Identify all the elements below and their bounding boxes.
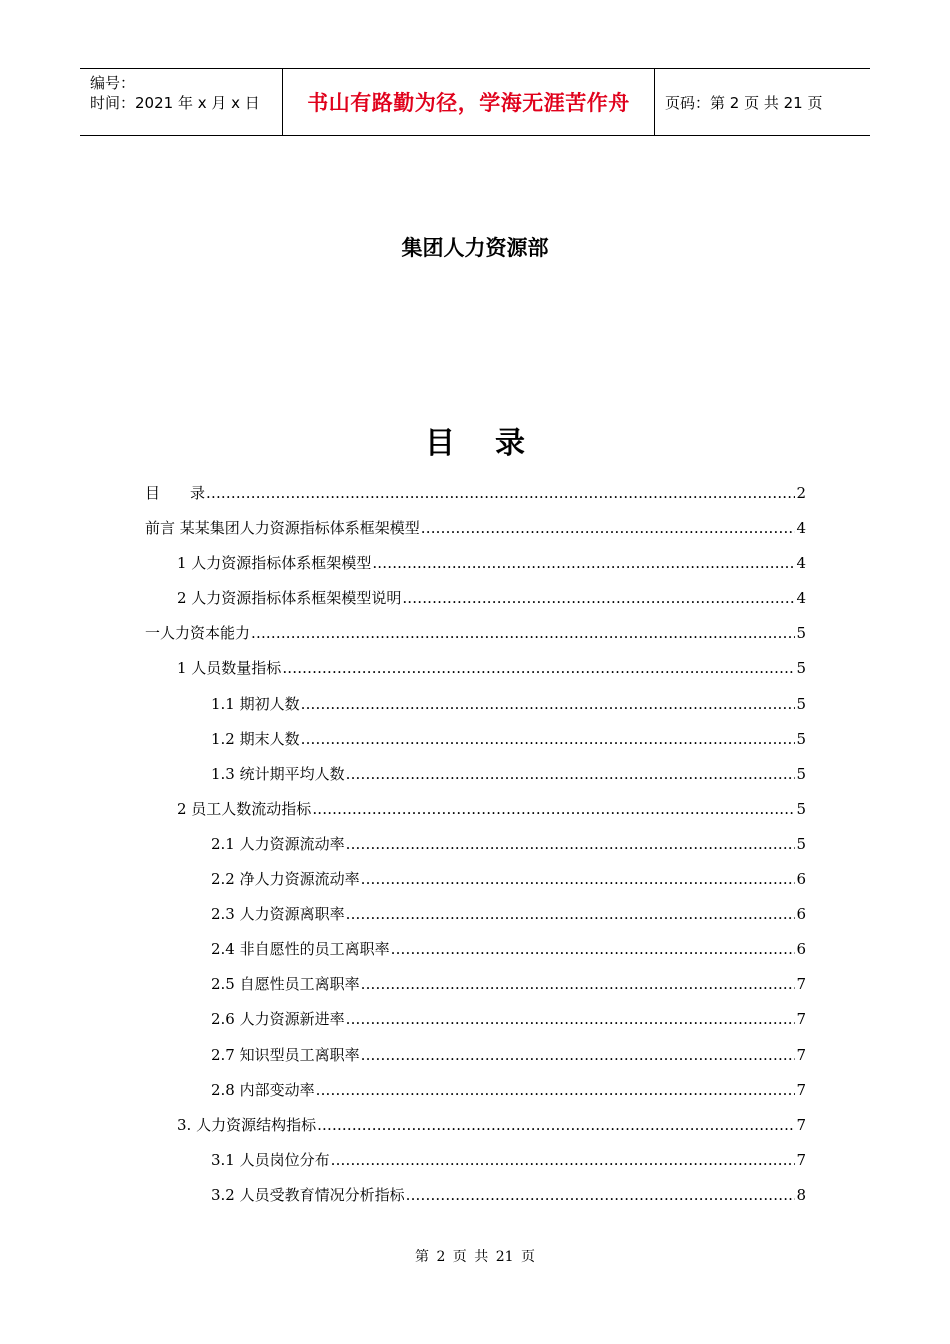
toc-entry-text: 2.5 自愿性员工离职率 xyxy=(211,975,360,994)
page-header xyxy=(80,68,870,136)
toc-leader xyxy=(301,730,796,748)
toc-entry[interactable] xyxy=(145,657,806,692)
toc-page-number: 6 xyxy=(796,870,806,889)
toc-leader xyxy=(282,659,795,677)
toc-entry-text: 3. 人力资源结构指标 xyxy=(177,1115,317,1134)
toc-entry-text: 目 录 xyxy=(145,484,206,502)
toc-page-number: 7 xyxy=(796,975,806,994)
toc-entry-text: 2.8 内部变动率 xyxy=(211,1080,315,1099)
toc-entry[interactable] xyxy=(145,1149,806,1184)
toc-entry[interactable] xyxy=(145,1044,806,1079)
toc-entry-text: 一人力资本能力 xyxy=(145,624,251,643)
toc-entry-text: 2 员工人数流动指标 xyxy=(177,799,312,818)
toc-entry-text: 前言 某某集团人力资源指标体系框架模型 xyxy=(145,519,420,538)
toc-leader xyxy=(301,695,796,713)
toc-entry[interactable] xyxy=(145,1114,806,1149)
toc-entry-text: 3.2 人员受教育情况分析指标 xyxy=(211,1185,405,1204)
toc-entry-text: 2.4 非自愿性的员工离职率 xyxy=(211,940,390,959)
toc-leader xyxy=(406,1186,796,1204)
toc-entry[interactable] xyxy=(145,1079,806,1114)
header-meta xyxy=(80,69,282,135)
toc-entry-text: 2.3 人力资源离职率 xyxy=(211,905,345,924)
toc-entry[interactable] xyxy=(145,622,806,657)
toc-entry[interactable] xyxy=(145,903,806,938)
toc-page-number: 5 xyxy=(796,624,806,643)
department-title: 集团人力资源部 xyxy=(401,236,549,260)
toc-leader xyxy=(346,1010,796,1028)
toc-leader xyxy=(251,624,795,642)
toc-entry-text: 2 人力资源指标体系框架模型说明 xyxy=(177,589,402,608)
toc-leader xyxy=(346,905,796,923)
toc-entry[interactable] xyxy=(145,693,806,728)
page-footer: 第 2 页 共 21 页 xyxy=(415,1249,535,1265)
toc-leader xyxy=(361,975,796,993)
toc-leader xyxy=(391,940,796,958)
toc-entry[interactable] xyxy=(145,868,806,903)
toc-page-number: 5 xyxy=(796,764,806,783)
toc-leader xyxy=(372,554,795,572)
toc-page-number: 8 xyxy=(796,1185,806,1204)
toc-page-number: 5 xyxy=(796,694,806,713)
toc-page-number: 7 xyxy=(796,1115,806,1134)
toc-entry[interactable] xyxy=(145,833,806,868)
toc-entry-text: 1.2 期末人数 xyxy=(211,729,300,748)
toc-page-number: 7 xyxy=(796,1080,806,1099)
toc-entry-text: 1 人力资源指标体系框架模型 xyxy=(177,554,372,573)
toc-entry-text: 1.1 期初人数 xyxy=(211,694,300,713)
toc-page-number: 7 xyxy=(796,1010,806,1029)
toc-leader xyxy=(312,800,795,818)
toc-leader xyxy=(361,1046,796,1064)
toc-page-number: 5 xyxy=(796,729,806,748)
toc-leader xyxy=(402,589,795,607)
toc-entry[interactable] xyxy=(145,728,806,763)
toc-entry[interactable] xyxy=(145,517,806,552)
toc-page-number: 4 xyxy=(796,554,806,573)
toc-leader xyxy=(361,870,796,888)
toc-entry[interactable] xyxy=(145,552,806,587)
toc-entry[interactable] xyxy=(145,482,806,517)
toc-entry[interactable] xyxy=(145,973,806,1008)
toc-page-number: 5 xyxy=(796,659,806,678)
toc-entry-text: 3.1 人员岗位分布 xyxy=(211,1150,330,1169)
toc-entry-text: 2.2 净人力资源流动率 xyxy=(211,870,360,889)
header-motto: 书山有路勤为径，学海无涯苦作舟 xyxy=(282,69,655,135)
toc-entry-text: 2.1 人力资源流动率 xyxy=(211,834,345,853)
toc-leader xyxy=(316,1081,796,1099)
toc-entry-text: 2.7 知识型员工离职率 xyxy=(211,1045,360,1064)
toc-entry-text: 1.3 统计期平均人数 xyxy=(211,764,345,783)
toc-entry-text: 1 人员数量指标 xyxy=(177,659,282,678)
table-of-contents xyxy=(145,482,806,1219)
toc-page-number: 6 xyxy=(796,905,806,924)
toc-page-number: 5 xyxy=(796,799,806,818)
toc-heading: 目录 xyxy=(425,426,565,461)
toc-page-number: 7 xyxy=(796,1150,806,1169)
toc-leader xyxy=(421,519,796,537)
toc-page-number: 2 xyxy=(796,484,806,502)
toc-page-number: 7 xyxy=(796,1045,806,1064)
header-page-info: 页码：第 2 页 共 21 页 xyxy=(665,93,823,112)
toc-entry-text: 2.6 人力资源新进率 xyxy=(211,1010,345,1029)
toc-page-number: 5 xyxy=(796,834,806,853)
toc-leader xyxy=(331,1151,796,1169)
toc-entry[interactable] xyxy=(145,798,806,833)
toc-page-number: 4 xyxy=(796,519,806,538)
toc-leader xyxy=(346,835,796,853)
toc-page-number: 4 xyxy=(796,589,806,608)
toc-entry[interactable] xyxy=(145,587,806,622)
toc-page-number: 6 xyxy=(796,940,806,959)
toc-entry[interactable] xyxy=(145,1008,806,1043)
toc-entry[interactable] xyxy=(145,1184,806,1219)
toc-leader xyxy=(206,484,795,502)
toc-entry[interactable] xyxy=(145,938,806,973)
toc-leader xyxy=(346,765,796,783)
toc-leader xyxy=(317,1116,795,1134)
toc-entry[interactable] xyxy=(145,763,806,798)
header-number: 编号： xyxy=(90,74,136,92)
header-time: 时间：2021 年 x 月 x 日 xyxy=(90,94,260,112)
